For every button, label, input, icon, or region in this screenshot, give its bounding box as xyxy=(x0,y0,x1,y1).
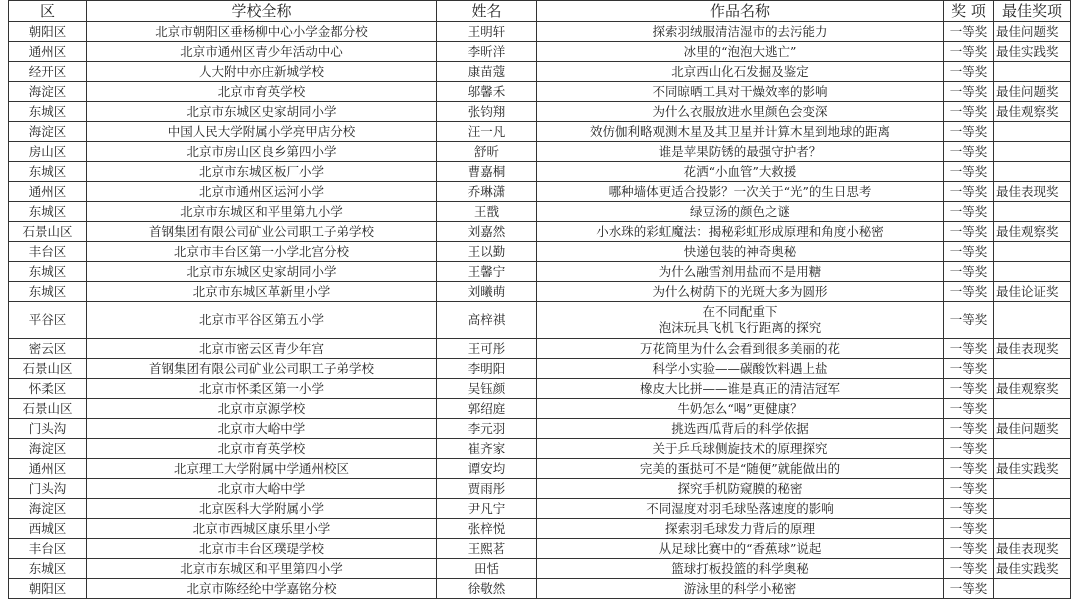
table-row xyxy=(9,302,1071,339)
cell-district: 通州区 xyxy=(9,42,87,62)
cell-special xyxy=(994,519,1071,539)
header-award: 奖 项 xyxy=(944,1,994,22)
cell-award: 一等奖 xyxy=(944,162,994,182)
cell-award: 一等奖 xyxy=(944,579,994,599)
cell-school: 北京市东城区和平里第四小学 xyxy=(87,559,437,579)
cell-special xyxy=(994,359,1071,379)
cell-district: 怀柔区 xyxy=(9,379,87,399)
cell-special xyxy=(994,142,1071,162)
cell-work: 挑选西瓜背后的科学依据 xyxy=(537,419,944,439)
cell-award: 一等奖 xyxy=(944,142,994,162)
cell-school: 北京市陈经纶中学嘉铭分校 xyxy=(87,579,437,599)
table-row xyxy=(9,102,1071,122)
table-row xyxy=(9,539,1071,559)
cell-work: 哪种墙体更适合投影？一次关于“光”的生日思考 xyxy=(537,182,944,202)
cell-special xyxy=(994,162,1071,182)
cell-special xyxy=(994,439,1071,459)
cell-name: 崔齐家 xyxy=(437,439,537,459)
cell-district: 东城区 xyxy=(9,282,87,302)
cell-work: 不同晾晒工具对干燥效率的影响 xyxy=(537,82,944,102)
cell-school: 北京市通州区青少年活动中心 xyxy=(87,42,437,62)
cell-name: 田恬 xyxy=(437,559,537,579)
cell-award: 一等奖 xyxy=(944,82,994,102)
cell-school: 北京市西城区康乐里小学 xyxy=(87,519,437,539)
cell-work: 绿豆汤的颜色之谜 xyxy=(537,202,944,222)
cell-name: 吴钰颜 xyxy=(437,379,537,399)
awards-table xyxy=(8,0,1071,599)
header-district: 区 xyxy=(9,1,87,22)
cell-school: 北京市育英学校 xyxy=(87,82,437,102)
cell-special xyxy=(994,202,1071,222)
cell-name: 谭安均 xyxy=(437,459,537,479)
cell-school: 北京市丰台区第一小学北宫分校 xyxy=(87,242,437,262)
cell-work: 完美的蛋挞可不是“随便”就能做出的 xyxy=(537,459,944,479)
cell-special xyxy=(994,262,1071,282)
cell-name: 尹凡宁 xyxy=(437,499,537,519)
cell-name: 李元羽 xyxy=(437,419,537,439)
cell-special xyxy=(994,302,1071,339)
cell-name: 李昕洋 xyxy=(437,42,537,62)
table-row xyxy=(9,182,1071,202)
table-row xyxy=(9,459,1071,479)
table-row xyxy=(9,439,1071,459)
cell-district: 海淀区 xyxy=(9,82,87,102)
cell-special: 最佳问题奖 xyxy=(994,82,1071,102)
table-row xyxy=(9,379,1071,399)
cell-work: 游泳里的科学小秘密 xyxy=(537,579,944,599)
cell-school: 首钢集团有限公司矿业公司职工子弟学校 xyxy=(87,359,437,379)
table-row xyxy=(9,519,1071,539)
cell-district: 经开区 xyxy=(9,62,87,82)
cell-work: 快递包装的神奇奥秘 xyxy=(537,242,944,262)
cell-district: 房山区 xyxy=(9,142,87,162)
cell-award: 一等奖 xyxy=(944,419,994,439)
table-row xyxy=(9,122,1071,142)
table-row xyxy=(9,42,1071,62)
table-row xyxy=(9,339,1071,359)
table-row xyxy=(9,222,1071,242)
cell-district: 东城区 xyxy=(9,262,87,282)
cell-name: 刘嘉然 xyxy=(437,222,537,242)
cell-school: 北京市京源学校 xyxy=(87,399,437,419)
cell-special: 最佳观察奖 xyxy=(994,222,1071,242)
cell-award: 一等奖 xyxy=(944,479,994,499)
cell-special xyxy=(994,122,1071,142)
cell-school: 北京市东城区史家胡同小学 xyxy=(87,262,437,282)
cell-special xyxy=(994,399,1071,419)
cell-name: 康苗蔻 xyxy=(437,62,537,82)
cell-award: 一等奖 xyxy=(944,399,994,419)
table-row xyxy=(9,62,1071,82)
cell-school: 北京市东城区革新里小学 xyxy=(87,282,437,302)
cell-special: 最佳表现奖 xyxy=(994,539,1071,559)
cell-district: 东城区 xyxy=(9,162,87,182)
header-work: 作品名称 xyxy=(537,1,944,22)
cell-district: 西城区 xyxy=(9,519,87,539)
cell-district: 通州区 xyxy=(9,459,87,479)
cell-special xyxy=(994,579,1071,599)
cell-school: 北京市东城区和平里第九小学 xyxy=(87,202,437,222)
cell-work: 为什么衣服放进水里颜色会变深 xyxy=(537,102,944,122)
cell-school: 首钢集团有限公司矿业公司职工子弟学校 xyxy=(87,222,437,242)
cell-district: 东城区 xyxy=(9,202,87,222)
cell-name: 邬馨禾 xyxy=(437,82,537,102)
cell-name: 王馨宁 xyxy=(437,262,537,282)
table-row xyxy=(9,399,1071,419)
cell-award: 一等奖 xyxy=(944,242,994,262)
cell-special: 最佳观察奖 xyxy=(994,102,1071,122)
cell-district: 海淀区 xyxy=(9,122,87,142)
cell-district: 丰台区 xyxy=(9,242,87,262)
header-name: 姓名 xyxy=(437,1,537,22)
cell-school: 中国人民大学附属小学亮甲店分校 xyxy=(87,122,437,142)
cell-school: 北京医科大学附属小学 xyxy=(87,499,437,519)
cell-name: 张钧翔 xyxy=(437,102,537,122)
cell-award: 一等奖 xyxy=(944,519,994,539)
cell-district: 东城区 xyxy=(9,102,87,122)
cell-special: 最佳实践奖 xyxy=(994,42,1071,62)
cell-school: 北京市怀柔区第一小学 xyxy=(87,379,437,399)
cell-school: 北京市丰台区璞瑅学校 xyxy=(87,539,437,559)
table-row xyxy=(9,282,1071,302)
cell-work: 牛奶怎么“喝”更健康？ xyxy=(537,399,944,419)
cell-school: 北京市大峪中学 xyxy=(87,419,437,439)
cell-school: 北京市通州区运河小学 xyxy=(87,182,437,202)
table-row xyxy=(9,559,1071,579)
cell-work: 从足球比赛中的“香蕉球”说起 xyxy=(537,539,944,559)
cell-work: 花洒“小血管”大救援 xyxy=(537,162,944,182)
cell-special: 最佳表现奖 xyxy=(994,182,1071,202)
cell-work: 探索羽绒服清洁湿市的去污能力 xyxy=(537,22,944,42)
table-row xyxy=(9,359,1071,379)
cell-special xyxy=(994,499,1071,519)
cell-name: 王戬 xyxy=(437,202,537,222)
table-row xyxy=(9,82,1071,102)
cell-name: 李明阳 xyxy=(437,359,537,379)
cell-school: 北京市育英学校 xyxy=(87,439,437,459)
cell-special: 最佳观察奖 xyxy=(994,379,1071,399)
cell-district: 东城区 xyxy=(9,559,87,579)
cell-work: 在不同配重下 泡沫玩具飞机飞行距离的探究 xyxy=(537,302,944,339)
cell-award: 一等奖 xyxy=(944,222,994,242)
table-row xyxy=(9,202,1071,222)
table-row xyxy=(9,242,1071,262)
cell-award: 一等奖 xyxy=(944,262,994,282)
cell-award: 一等奖 xyxy=(944,122,994,142)
cell-school: 北京市平谷区第五小学 xyxy=(87,302,437,339)
cell-district: 海淀区 xyxy=(9,499,87,519)
cell-special: 最佳问题奖 xyxy=(994,22,1071,42)
cell-district: 密云区 xyxy=(9,339,87,359)
cell-school: 人大附中亦庄新城学校 xyxy=(87,62,437,82)
cell-award: 一等奖 xyxy=(944,202,994,222)
cell-special xyxy=(994,479,1071,499)
cell-school: 北京理工大学附属中学通州校区 xyxy=(87,459,437,479)
cell-work: 探索羽毛球发力背后的原理 xyxy=(537,519,944,539)
cell-special xyxy=(994,62,1071,82)
cell-special: 最佳问题奖 xyxy=(994,419,1071,439)
cell-name: 贾雨彤 xyxy=(437,479,537,499)
cell-name: 汪一凡 xyxy=(437,122,537,142)
cell-work: 北京西山化石发掘及鉴定 xyxy=(537,62,944,82)
cell-award: 一等奖 xyxy=(944,379,994,399)
cell-school: 北京市大峪中学 xyxy=(87,479,437,499)
cell-district: 石景山区 xyxy=(9,399,87,419)
cell-name: 王明轩 xyxy=(437,22,537,42)
table-row xyxy=(9,142,1071,162)
cell-district: 门头沟 xyxy=(9,479,87,499)
cell-award: 一等奖 xyxy=(944,102,994,122)
cell-work: 为什么融雪剂用盐而不是用糖 xyxy=(537,262,944,282)
cell-district: 石景山区 xyxy=(9,222,87,242)
table-row xyxy=(9,419,1071,439)
cell-special: 最佳表现奖 xyxy=(994,339,1071,359)
cell-work: 关于乒乓球侧旋技术的原理探究 xyxy=(537,439,944,459)
cell-work: 探究手机防窥膜的秘密 xyxy=(537,479,944,499)
cell-name: 徐敬然 xyxy=(437,579,537,599)
cell-school: 北京市东城区史家胡同小学 xyxy=(87,102,437,122)
cell-work: 冰里的“泡泡大逃亡” xyxy=(537,42,944,62)
cell-name: 张梓悦 xyxy=(437,519,537,539)
cell-special xyxy=(994,242,1071,262)
cell-district: 朝阳区 xyxy=(9,22,87,42)
cell-special: 最佳实践奖 xyxy=(994,459,1071,479)
cell-district: 门头沟 xyxy=(9,419,87,439)
cell-name: 郭绍庭 xyxy=(437,399,537,419)
cell-district: 通州区 xyxy=(9,182,87,202)
header-school: 学校全称 xyxy=(87,1,437,22)
cell-name: 舒昕 xyxy=(437,142,537,162)
cell-award: 一等奖 xyxy=(944,22,994,42)
header-row xyxy=(9,1,1071,22)
cell-special: 最佳实践奖 xyxy=(994,559,1071,579)
cell-school: 北京市东城区板厂小学 xyxy=(87,162,437,182)
cell-award: 一等奖 xyxy=(944,559,994,579)
cell-name: 高梓祺 xyxy=(437,302,537,339)
cell-district: 石景山区 xyxy=(9,359,87,379)
table-row xyxy=(9,579,1071,599)
cell-district: 海淀区 xyxy=(9,439,87,459)
cell-name: 刘曦萌 xyxy=(437,282,537,302)
cell-award: 一等奖 xyxy=(944,302,994,339)
table-row xyxy=(9,22,1071,42)
cell-work: 篮球打板投篮的科学奥秘 xyxy=(537,559,944,579)
table-body xyxy=(9,22,1071,599)
cell-district: 朝阳区 xyxy=(9,579,87,599)
cell-work: 橡皮大比拼——谁是真正的清洁冠军 xyxy=(537,379,944,399)
cell-work: 小水珠的彩虹魔法：揭秘彩虹形成原理和角度小秘密 xyxy=(537,222,944,242)
cell-work: 为什么树荫下的光斑大多为圆形 xyxy=(537,282,944,302)
table-row xyxy=(9,479,1071,499)
cell-district: 丰台区 xyxy=(9,539,87,559)
cell-award: 一等奖 xyxy=(944,282,994,302)
table-row xyxy=(9,499,1071,519)
cell-award: 一等奖 xyxy=(944,539,994,559)
cell-special: 最佳论证奖 xyxy=(994,282,1071,302)
cell-name: 曹嘉桐 xyxy=(437,162,537,182)
table-row xyxy=(9,262,1071,282)
cell-work: 不同湿度对羽毛球坠落速度的影响 xyxy=(537,499,944,519)
cell-work: 科学小实验——碳酸饮料遇上盐 xyxy=(537,359,944,379)
cell-award: 一等奖 xyxy=(944,499,994,519)
cell-name: 王熙茗 xyxy=(437,539,537,559)
cell-award: 一等奖 xyxy=(944,42,994,62)
cell-work: 万花筒里为什么会看到很多美丽的花 xyxy=(537,339,944,359)
cell-award: 一等奖 xyxy=(944,339,994,359)
cell-name: 王以勤 xyxy=(437,242,537,262)
cell-name: 王可彤 xyxy=(437,339,537,359)
cell-name: 乔琳潇 xyxy=(437,182,537,202)
cell-work: 谁是苹果防锈的最强守护者？ xyxy=(537,142,944,162)
cell-school: 北京市朝阳区垂杨柳中心小学金都分校 xyxy=(87,22,437,42)
cell-school: 北京市房山区良乡第四小学 xyxy=(87,142,437,162)
cell-award: 一等奖 xyxy=(944,182,994,202)
cell-award: 一等奖 xyxy=(944,62,994,82)
cell-award: 一等奖 xyxy=(944,439,994,459)
cell-award: 一等奖 xyxy=(944,359,994,379)
cell-work: 效仿伽利略观测木星及其卫星并计算木星到地球的距离 xyxy=(537,122,944,142)
header-special: 最佳奖项 xyxy=(994,1,1071,22)
table-row xyxy=(9,162,1071,182)
cell-award: 一等奖 xyxy=(944,459,994,479)
cell-school: 北京市密云区青少年宫 xyxy=(87,339,437,359)
cell-district: 平谷区 xyxy=(9,302,87,339)
